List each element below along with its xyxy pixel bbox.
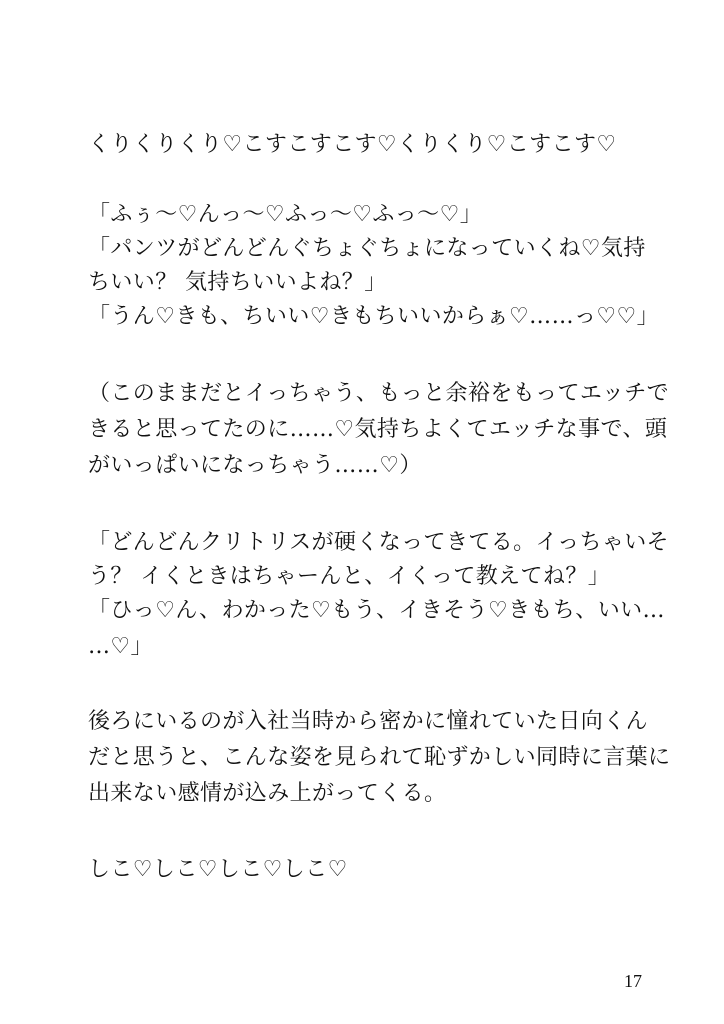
text-line: 「ひっ♡ん、わかった♡もう、イきそう♡きもち、いい… [88,598,665,623]
text-line: がいっぱいになっちゃう……♡） [88,453,422,478]
text-line: 「ふぅ～♡んっ～♡ふっ～♡ふっ～♡」 [88,202,483,227]
text-line: ちいい？ 気持ちいいよね？」 [88,270,387,295]
text-line: だと思うと、こんな姿を見られて恥ずかしい同時に言葉に [88,745,671,770]
text-line: くりくりくり♡こすこすこす♡くりくり♡こすこす♡ [88,132,617,157]
text-line: う？ イくときはちゃーんと、イくって教えてね？」 [88,564,611,589]
text-line: …♡」 [88,634,153,659]
text-line: 後ろにいるのが入社当時から密かに憧れていた日向くん [88,709,649,734]
text-line: 出来ない感情が込み上がってくる。 [88,781,447,806]
text-line: 「うん♡きも、ちいい♡きもちいいからぁ♡……っ♡♡」 [88,304,660,329]
text-line: 「どんどんクリトリスが硬くなってきてる。イっちゃいそ [88,530,670,555]
text-line: （このままだとイっちゃう、もっと余裕をもってエッチで [88,381,670,406]
text-line: きると思ってたのに……♡気持ちよくてエッチな事で、頭 [88,417,668,442]
page-number: 17 [624,971,642,991]
text-line: しこ♡しこ♡しこ♡しこ♡ [88,857,348,882]
text-line: 「パンツがどんどんぐちょぐちょになっていくね♡気持 [88,236,646,261]
